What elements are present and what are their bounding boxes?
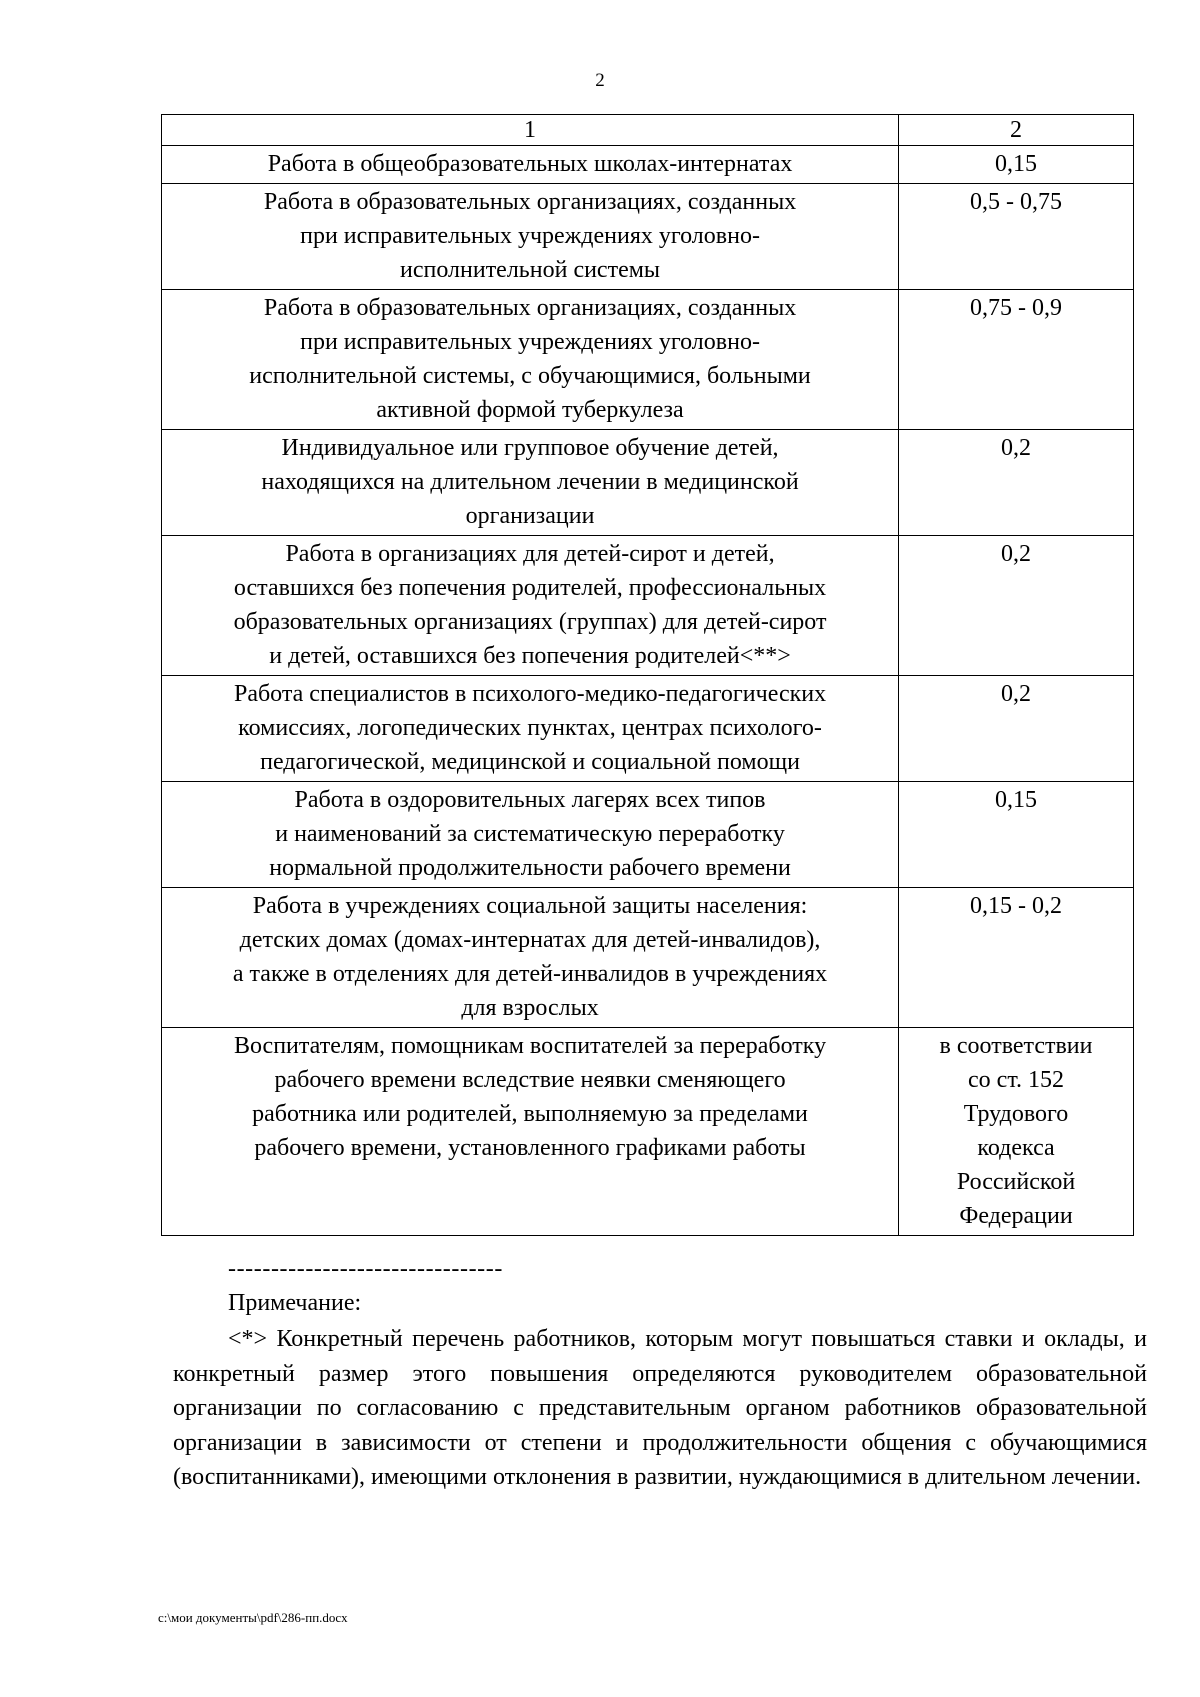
table-row — [162, 290, 1134, 430]
row-coefficient: 0,15 - 0,2 — [899, 888, 1134, 1028]
row-description: Работа специалистов в психолого-медико-педагогических комиссиях, логопедических пунктах, центрах психолого- педагогической, медицинской и социальной помощи — [162, 676, 899, 782]
row-description: Работа в учреждениях социальной защиты населения: детских домах (домах-интернатах для детей-инвалидов), а также в отделениях для детей-инвалидов в учреждениях для взрослых — [162, 888, 899, 1028]
row-description: Работа в оздоровительных лагерях всех типов и наименований за систематическую переработку нормальной продолжительности рабочего времени — [162, 782, 899, 888]
header-cell-1: 1 — [162, 115, 899, 146]
table-row — [162, 782, 1134, 888]
row-coefficient: 0,15 — [899, 782, 1134, 888]
table-row — [162, 146, 1134, 184]
row-coefficient: в соответствии со ст. 152 Трудового кодекса Российской Федерации — [899, 1028, 1134, 1236]
row-description: Работа в общеобразовательных школах-интернатах — [162, 146, 899, 184]
notes-text: <*> Конкретный перечень работников, которым могут повышаться ставки и оклады, и конкретный размер этого повышения определяются руководителем образовательной организации по согласованию с представительным органом работников образовательной организации в зависимости от степени и продолжительности общения с обучающимися (воспитанниками), имеющими отклонения в развитии, нуждающимися в длительном лечении. — [173, 1326, 1147, 1490]
table-row — [162, 1028, 1134, 1236]
table-row — [162, 676, 1134, 782]
table-header-row — [162, 115, 1134, 146]
row-description: Работа в организациях для детей-сирот и детей, оставшихся без попечения родителей, профессиональных образовательных организациях (группах) для детей-сирот и детей, оставшихся без попечения родителей<**> — [162, 536, 899, 676]
coefficients-table — [161, 114, 1134, 1236]
page-number: 2 — [595, 70, 605, 91]
table-row — [162, 184, 1134, 290]
row-coefficient: 0,2 — [899, 676, 1134, 782]
row-description: Работа в образовательных организациях, созданных при исправительных учреждениях уголовно- исполнительной системы — [162, 184, 899, 290]
row-coefficient: 0,5 - 0,75 — [899, 184, 1134, 290]
table-row — [162, 536, 1134, 676]
row-description: Работа в образовательных организациях, созданных при исправительных учреждениях уголовно- исполнительной системы, с обучающимися, больными активной формой туберкулеза — [162, 290, 899, 430]
row-description: Индивидуальное или групповое обучение детей, находящихся на длительном лечении в медицинской организации — [162, 430, 899, 536]
row-coefficient: 0,75 - 0,9 — [899, 290, 1134, 430]
row-coefficient: 0,15 — [899, 146, 1134, 184]
table-row — [162, 430, 1134, 536]
notes-title: Примечание: — [228, 1290, 362, 1316]
header-cell-2: 2 — [899, 115, 1134, 146]
row-description: Воспитателям, помощникам воспитателей за переработку рабочего времени вследствие неявки сменяющего работника или родителей, выполняемую за пределами рабочего времени, установленного графиками работы — [162, 1028, 899, 1236]
row-coefficient: 0,2 — [899, 430, 1134, 536]
table-row — [162, 888, 1134, 1028]
row-coefficient: 0,2 — [899, 536, 1134, 676]
notes-separator: -------------------------------- — [228, 1256, 503, 1282]
footer-file-path: c:\мои документы\pdf\286-пп.docx — [158, 1610, 348, 1625]
